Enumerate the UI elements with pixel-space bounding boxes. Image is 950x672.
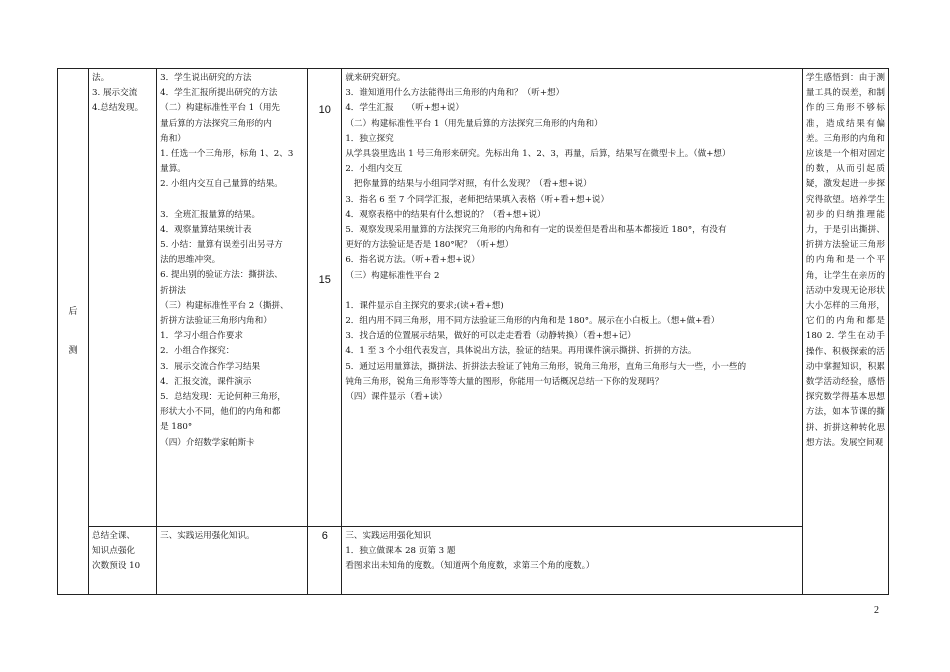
activity-line: （四）介绍数学家帕斯卡: [160, 437, 255, 448]
activity-line: 4．汇报交流，课件演示: [160, 376, 252, 387]
student-activity-cell: [157, 69, 308, 527]
design-intent-text: 学生感悟到：由于测量工具的误差，和制作的三角形不够标准，造成结果有偏差。三角形的内角和应该是一个相对固定的数，从而引起质疑，激发起进一步探究得欲望。培养学生初步的归纳推理能力，于是引出撕拼、折拼方法验证三角形的内角和是一个平角，让学生在亲历的活动中发现无论形状大小怎样的三角形，它们的内角和都是 180 2. 学生在动手操作、积极探索的活动中掌握知识，积累数学活动经验，感悟探究数学得基本思想方法，如本节课的撕拼、折拼这种转化思想方法。发展空间观: [805, 73, 885, 448]
stage-label-2: 测: [68, 346, 78, 357]
activity-line: 是 180°: [160, 422, 193, 433]
blank-line: [160, 193, 304, 208]
goal-line: 4.总结发现。: [92, 103, 144, 114]
process-line: 6．指名说方法。（听+看+想+说）: [345, 255, 480, 266]
process-line: 把你量算的结果与小组同学对照，有什么发现？（看+想+说）: [345, 179, 592, 190]
process-line: 5．观察发现采用量算的方法探究三角形的内角和有一定的误差但是看出和基本都接近 180°，有没有: [345, 225, 727, 236]
teacher-activity-cell: [342, 527, 803, 595]
process-line: 钝角三角形，锐角三角形等等大量的图形，你能用一句话概况总结一下你的发现吗？: [345, 376, 664, 387]
page-number: 2: [874, 605, 879, 616]
process-line: 1．课件显示自主探究的要求;(读+看+想): [345, 300, 504, 311]
table-row: [58, 527, 889, 595]
process-line: （二）构建标准性平台 1（用先量后算的方法探究三角形的内角和）: [345, 118, 603, 129]
process-line: 4．1 至 3 个小组代表发言，具体说出方法，验证的结果。再用课件演示撕拼、折拼的方法。: [345, 346, 697, 357]
process-line: 1．独立探究: [345, 133, 394, 144]
process-line: （三）构建标准性平台 2: [345, 270, 440, 281]
activity-line: 法的思维冲突。: [160, 255, 221, 266]
activity-line: （二）构建标准性平台 1（用先: [160, 103, 281, 114]
activity-line: 3．全班汇报量算的结果。: [160, 209, 261, 220]
stage-cell: [58, 69, 89, 595]
student-activity-cell: [157, 527, 308, 595]
activity-line: 1. 任选一个三角形，标角 1、2、3: [160, 149, 294, 160]
activity-line: 1．学习小组合作要求: [160, 331, 243, 342]
goal-cell: [89, 69, 157, 527]
blank-line: [345, 284, 799, 299]
process-line: 三、实践运用强化知识: [345, 531, 432, 541]
goal-line: 3. 展示交流: [92, 88, 138, 99]
process-line: 5．通过运用量算法，撕拼法、折拼法去验证了钝角三角形，锐角三角形，直角三角形与大一些，小一些的: [345, 361, 747, 372]
activity-line: 三、实践运用强化知识。: [160, 531, 255, 541]
process-line: 4．学生汇报 （听+想+说）: [345, 103, 465, 114]
time-value: 10: [318, 104, 331, 116]
time-value: 6: [321, 530, 328, 542]
activity-line: 3．学生说出研究的方法: [160, 73, 252, 83]
process-line: （四）课件显示（看+读）: [345, 392, 448, 403]
table-row: [58, 69, 889, 527]
activity-line: 折拼法: [160, 285, 186, 296]
activity-line: 5．总结发现：无论何种三角形，: [160, 392, 286, 403]
activity-line: 2．小组合作探究：: [160, 346, 235, 357]
design-intent-cell: [802, 69, 888, 595]
time-value: 15: [318, 274, 331, 287]
activity-line: 角和）: [160, 133, 186, 144]
activity-line: 6. 提出别的验证方法：撕拼法、: [160, 270, 283, 281]
activity-line: 形状大小不同，他们的内角和都: [160, 407, 281, 418]
activity-line: 折拼方法验证三角形内角和）: [160, 316, 272, 327]
time-cell: [308, 527, 342, 595]
activity-line: （三）构建标准性平台 2（撕拼、: [160, 300, 289, 311]
process-line: 4．观察表格中的结果有什么想说的？（看+想+说）: [345, 209, 546, 220]
activity-line: 2. 小组内交互自己量算的结果。: [160, 179, 283, 190]
process-line: 从学具袋里选出 1 号三角形来研究。先标出角 1、2、3，再量，后算，结果写在微型卡上。（做+想）: [345, 149, 731, 160]
goal-line: 知识点强化: [92, 546, 136, 557]
activity-line: 量后算的方法探究三角形的内: [160, 118, 272, 129]
process-line: 2．小组内交互: [345, 164, 403, 175]
goal-line: 法。: [92, 73, 110, 83]
process-line: 3．谁知道用什么方法能得出三角形的内角和？（听+想）: [345, 88, 565, 99]
goal-cell: [89, 527, 157, 595]
time-cell: [308, 69, 342, 527]
process-line: 更好的方法验证是否是 180°呢？（听+想）: [345, 240, 514, 251]
activity-line: 4．学生汇报所提出研究的方法: [160, 88, 278, 99]
process-line: 3．指名 6 至 7 个同学汇报，老师把结果填入表格（听+看+想+说）: [345, 194, 610, 205]
stage-label-1: 后: [68, 306, 78, 317]
process-line: 看图求出未知角的度数。（知道两个角度数，求第三个角的度数。）: [345, 561, 595, 572]
goal-line: 次数预设 10: [92, 561, 141, 572]
activity-line: 3．展示交流合作学习结果: [160, 361, 261, 372]
process-line: 2．组内用不同三角形，用不同方法验证三角形的内角和是 180°。展示在小白板上。（想+做+看）: [345, 316, 720, 327]
teacher-activity-cell: [342, 69, 803, 527]
activity-line: 4．观察量算结果统计表: [160, 224, 252, 235]
process-line: 1．独立做课本 28 页第 3 题: [345, 546, 456, 557]
activity-line: 量算。: [160, 164, 186, 175]
process-line: 就来研究研究。: [345, 73, 406, 83]
lesson-plan-table: [57, 68, 889, 595]
process-line: 3．找合适的位置展示结果，做好的可以走走看看（动静转换）（看+想+记）: [345, 331, 636, 342]
goal-line: 总结全课、: [92, 531, 136, 541]
activity-line: 5. 小结：量算有误差引出另寻方: [160, 240, 283, 251]
